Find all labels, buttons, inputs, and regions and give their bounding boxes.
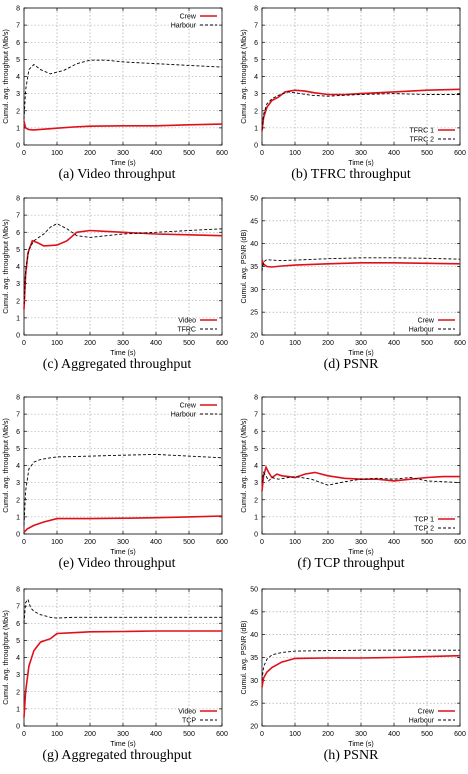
tick-label-y: 4 [16, 264, 20, 271]
legend-label: Crew [179, 402, 196, 410]
x-axis-label: Time (s) [348, 741, 374, 748]
tick-label-y: 5 [16, 637, 20, 645]
tick-label-y: 4 [254, 463, 258, 470]
tick-label-y: 30 [250, 286, 258, 294]
tick-label-x: 100 [289, 539, 301, 546]
legend-label: Harbour [408, 326, 434, 334]
tick-label-x: 300 [117, 150, 129, 157]
legend-label: TFRC 2 [409, 136, 434, 144]
tick-label-y: 7 [16, 22, 20, 30]
tick-label-y: 6 [16, 39, 20, 47]
x-axis-label: Time (s) [348, 350, 374, 357]
chart-h [241, 587, 466, 749]
tick-label-x: 300 [355, 150, 367, 157]
tick-label-x: 400 [388, 539, 400, 546]
tick-label-y: 8 [254, 394, 258, 402]
tick-label-y: 7 [254, 22, 258, 30]
tick-label-y: 7 [16, 603, 20, 611]
tick-label-x: 500 [183, 731, 195, 738]
tick-label-x: 400 [150, 539, 162, 546]
tick-label-y: 20 [250, 723, 258, 731]
tick-label-x: 600 [216, 539, 228, 546]
tick-label-x: 500 [183, 539, 195, 546]
y-axis-label: Cumul. avg. throughput (Mb/s) [3, 418, 10, 513]
tick-label-y: 25 [250, 700, 258, 708]
tick-label-x: 600 [454, 150, 466, 157]
tick-label-x: 500 [421, 340, 433, 347]
tick-label-x: 200 [84, 340, 96, 347]
tick-label-y: 35 [250, 655, 258, 662]
tick-label-y: 7 [254, 411, 258, 419]
tick-label-y: 7 [16, 212, 20, 220]
x-axis-label: Time (s) [110, 741, 136, 748]
tick-label-x: 600 [216, 731, 228, 738]
tick-label-x: 200 [322, 731, 334, 738]
tick-label-y: 45 [250, 218, 258, 226]
x-axis-label: Time (s) [110, 160, 136, 167]
tick-label-x: 300 [117, 340, 129, 347]
tick-label-y: 30 [250, 677, 258, 685]
tick-label-y: 1 [16, 315, 20, 323]
tick-label-y: 4 [16, 463, 20, 470]
tick-label-x: 0 [260, 539, 264, 546]
tick-label-y: 8 [16, 394, 20, 402]
tick-label-x: 200 [84, 731, 96, 738]
y-axis-label: Cumul. avg. throughput (Mb/s) [3, 610, 10, 705]
tick-label-x: 400 [388, 340, 400, 347]
tick-label-y: 6 [16, 428, 20, 436]
tick-label-y: 1 [16, 706, 20, 714]
caption-f: (f) TCP throughput [297, 556, 405, 571]
tick-label-x: 100 [51, 731, 63, 738]
tick-label-x: 100 [289, 731, 301, 738]
tick-label-x: 400 [150, 340, 162, 347]
caption-e: (e) Video throughput [58, 556, 176, 571]
tick-label-x: 200 [322, 150, 334, 157]
tick-label-x: 300 [117, 539, 129, 546]
tick-label-x: 400 [150, 731, 162, 738]
tick-label-y: 0 [254, 531, 258, 539]
tick-label-y: 1 [16, 125, 20, 133]
tick-label-y: 3 [254, 480, 258, 488]
tick-label-x: 400 [150, 150, 162, 157]
tick-label-x: 300 [117, 731, 129, 738]
y-axis-label: Cumul. avg. PSNR (dB) [241, 620, 248, 695]
tick-label-y: 0 [16, 142, 20, 150]
tick-label-x: 0 [22, 150, 26, 157]
legend-label: Video [178, 317, 196, 325]
x-axis-label: Time (s) [348, 549, 374, 556]
caption-d: (d) PSNR [323, 357, 379, 372]
legend-label: Crew [417, 317, 434, 325]
tick-label-x: 100 [51, 539, 63, 546]
legend-label: TCP 1 [414, 516, 434, 524]
tick-label-y: 5 [16, 56, 20, 64]
tick-label-y: 5 [16, 445, 20, 453]
tick-label-y: 1 [254, 514, 258, 522]
chart-b [241, 6, 466, 168]
tick-label-y: 3 [254, 91, 258, 99]
tick-label-y: 8 [16, 195, 20, 203]
tick-label-x: 200 [322, 539, 334, 546]
y-axis-label: Cumul. avg. throughput (Mb/s) [3, 29, 10, 124]
tick-label-y: 0 [16, 723, 20, 731]
tick-label-y: 7 [16, 411, 20, 419]
tick-label-x: 600 [216, 150, 228, 157]
tick-label-x: 400 [388, 731, 400, 738]
chart-g [3, 587, 228, 749]
tick-label-y: 2 [16, 298, 20, 306]
tick-label-y: 50 [250, 195, 258, 203]
tick-label-y: 35 [250, 264, 258, 271]
tick-label-y: 5 [16, 246, 20, 254]
tick-label-x: 300 [355, 731, 367, 738]
caption-g: (g) Aggregated throughput [42, 748, 192, 763]
legend-label: TCP [182, 717, 196, 725]
tick-label-y: 3 [16, 480, 20, 488]
tick-label-y: 8 [16, 5, 20, 13]
tick-label-y: 6 [254, 428, 258, 436]
tick-label-y: 5 [254, 445, 258, 453]
tick-label-y: 1 [16, 514, 20, 522]
chart-d [241, 196, 466, 358]
caption-b: (b) TFRC throughput [291, 167, 411, 182]
legend-label: Crew [179, 13, 196, 21]
legend-label: Harbour [170, 22, 196, 30]
chart-a [3, 6, 228, 168]
tick-label-x: 600 [454, 539, 466, 546]
legend-label: TFRC [177, 326, 196, 334]
tick-label-y: 8 [16, 586, 20, 594]
tick-label-x: 200 [84, 150, 96, 157]
legend-label: Video [178, 708, 196, 716]
tick-label-y: 25 [250, 309, 258, 317]
tick-label-y: 0 [254, 142, 258, 150]
tick-label-x: 200 [322, 340, 334, 347]
tick-label-x: 500 [421, 731, 433, 738]
tick-label-y: 1 [254, 125, 258, 133]
tick-label-x: 300 [355, 539, 367, 546]
tick-label-x: 600 [216, 340, 228, 347]
legend-label: Crew [417, 708, 434, 716]
y-axis-label: Cumul. avg. PSNR (dB) [241, 229, 248, 304]
x-axis-label: Time (s) [110, 350, 136, 357]
tick-label-y: 3 [16, 672, 20, 680]
tick-label-x: 200 [84, 539, 96, 546]
tick-label-x: 600 [454, 340, 466, 347]
tick-label-y: 6 [16, 620, 20, 628]
tick-label-y: 3 [16, 281, 20, 289]
tick-label-y: 6 [16, 229, 20, 237]
tick-label-y: 0 [16, 332, 20, 340]
tick-label-x: 400 [388, 150, 400, 157]
caption-c: (c) Aggregated throughput [42, 357, 192, 372]
tick-label-x: 300 [355, 340, 367, 347]
legend-label: Harbour [408, 717, 434, 725]
tick-label-x: 0 [260, 731, 264, 738]
series-line-crew [24, 121, 222, 130]
tick-label-y: 4 [16, 74, 20, 81]
tick-label-x: 600 [454, 731, 466, 738]
tick-label-y: 40 [250, 632, 258, 640]
tick-label-x: 500 [183, 150, 195, 157]
tick-label-y: 0 [16, 531, 20, 539]
tick-label-x: 0 [22, 340, 26, 347]
y-axis-label: Cumul. avg. throughput (Mb/s) [241, 29, 248, 124]
tick-label-x: 0 [22, 539, 26, 546]
legend-label: TCP 2 [414, 525, 434, 533]
tick-label-y: 2 [16, 108, 20, 116]
caption-h: (h) PSNR [323, 748, 379, 763]
tick-label-x: 100 [289, 150, 301, 157]
tick-label-y: 4 [16, 655, 20, 662]
legend-label: Harbour [170, 411, 196, 419]
caption-a: (a) Video throughput [58, 167, 176, 182]
tick-label-y: 2 [16, 497, 20, 505]
tick-label-x: 0 [260, 150, 264, 157]
tick-label-x: 100 [289, 340, 301, 347]
tick-label-y: 4 [254, 74, 258, 81]
tick-label-x: 0 [260, 340, 264, 347]
y-axis-label: Cumul. avg. throughput (Mb/s) [3, 219, 10, 314]
tick-label-y: 2 [16, 689, 20, 697]
tick-label-x: 500 [183, 340, 195, 347]
tick-label-y: 5 [254, 56, 258, 64]
tick-label-y: 3 [16, 91, 20, 99]
tick-label-x: 100 [51, 340, 63, 347]
x-axis-label: Time (s) [348, 160, 374, 167]
series-line-harbour [262, 650, 460, 680]
chart-c [3, 196, 228, 358]
tick-label-x: 500 [421, 539, 433, 546]
tick-label-y: 6 [254, 39, 258, 47]
tick-label-x: 500 [421, 150, 433, 157]
legend-label: TFRC 1 [409, 127, 434, 135]
series-line-tfrc [24, 224, 222, 305]
chart-e [3, 395, 228, 557]
tick-label-y: 20 [250, 332, 258, 340]
tick-label-y: 2 [254, 497, 258, 505]
x-axis-label: Time (s) [110, 549, 136, 556]
tick-label-x: 100 [51, 150, 63, 157]
tick-label-y: 40 [250, 241, 258, 249]
tick-label-y: 45 [250, 609, 258, 617]
tick-label-y: 50 [250, 586, 258, 594]
chart-f [241, 395, 466, 557]
tick-label-y: 2 [254, 108, 258, 116]
tick-label-x: 0 [22, 731, 26, 738]
tick-label-y: 8 [254, 5, 258, 13]
series-line-harbour [24, 454, 222, 525]
y-axis-label: Cumul. avg. throughput (Mb/s) [241, 418, 248, 513]
